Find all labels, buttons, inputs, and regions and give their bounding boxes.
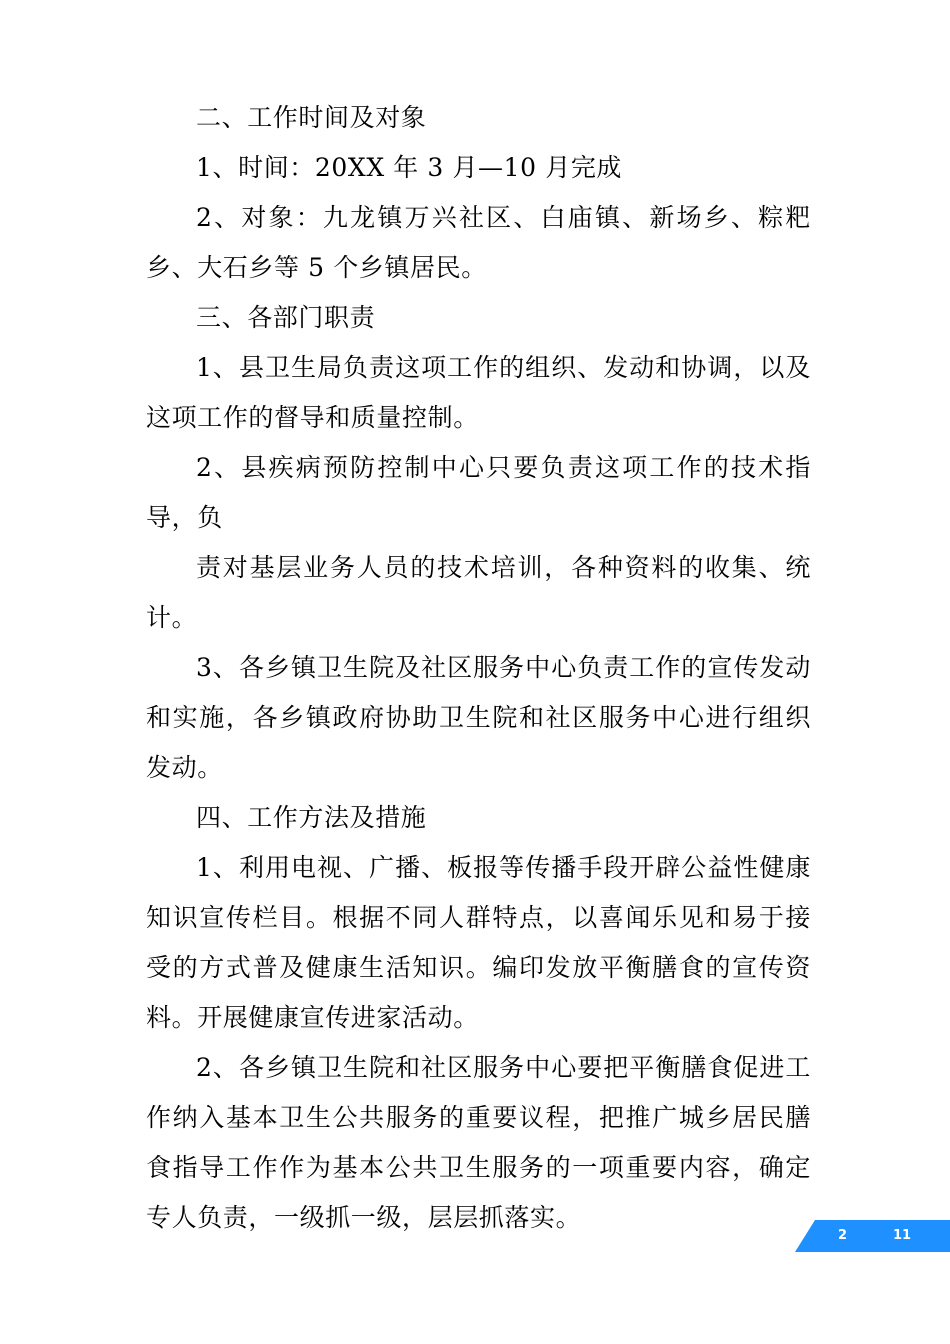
- page-badge-shape: [795, 1220, 950, 1252]
- paragraph-health-bureau: 1、县卫生局负责这项工作的组织、发动和协调，以及这项工作的督导和质量控制。: [146, 353, 811, 432]
- paragraph-cdc: 2、县疾病预防控制中心只要负责这项工作的技术指导，负: [146, 453, 811, 532]
- section-heading-time-and-target: 二、工作时间及对象: [196, 103, 427, 132]
- section-heading-responsibilities: 三、各部门职责: [196, 303, 376, 332]
- section-heading-methods: 四、工作方法及措施: [196, 803, 427, 832]
- paragraph-township-hospitals: 3、各乡镇卫生院及社区服务中心负责工作的宣传发动和实施，各乡镇政府协助卫生院和社区服务中心进行组织发动。: [146, 653, 811, 782]
- paragraph-method-services: 2、各乡镇卫生院和社区服务中心要把平衡膳食促进工作纳入基本卫生公共服务的重要议程，把推广城乡居民膳食指导工作作为基本公共卫生服务的一项重要内容，确定专人负责，一级抓一级，层层抓落实。: [146, 1053, 811, 1232]
- document-body: [146, 93, 811, 1243]
- paragraph-time: 1、时间：20XX 年 3 月—10 月完成: [196, 153, 623, 182]
- page-number-badge: [795, 1220, 950, 1252]
- paragraph-method-media: 1、利用电视、广播、板报等传播手段开辟公益性健康知识宣传栏目。根据不同人群特点，以喜闻乐见和易于接受的方式普及健康生活知识。编印发放平衡膳食的宣传资料。开展健康宣传进家活动。: [146, 853, 811, 1032]
- current-page-number: 2: [838, 1228, 848, 1243]
- paragraph-cdc-continued: 责对基层业务人员的技术培训，各种资料的收集、统计。: [146, 553, 811, 632]
- total-page-count: 11: [893, 1228, 912, 1243]
- paragraph-target: 2、对象：九龙镇万兴社区、白庙镇、新场乡、粽粑乡、大石乡等 5 个乡镇居民。: [146, 203, 811, 282]
